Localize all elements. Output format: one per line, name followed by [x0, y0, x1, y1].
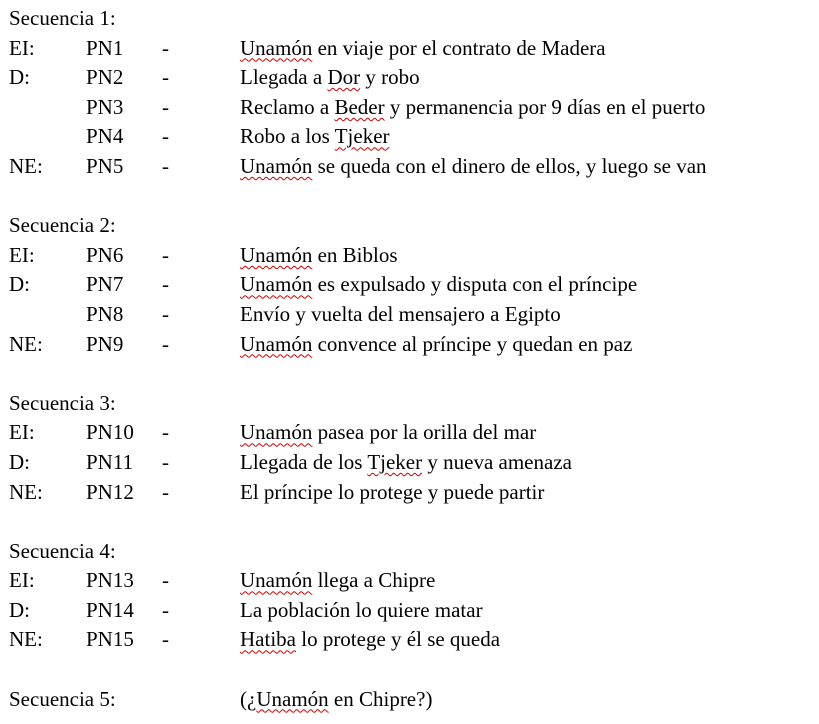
- row-description: [240, 300, 561, 330]
- row-dash: -: [162, 153, 169, 178]
- row-dash: -: [162, 124, 169, 149]
- row-description: [240, 241, 398, 271]
- sequence-row: [9, 448, 814, 478]
- sequence-row: [9, 478, 814, 508]
- text-segment: (¿: [240, 686, 257, 711]
- row-dash: -: [162, 420, 169, 445]
- sequence-title: Secuencia 3:: [9, 390, 116, 415]
- row-dash: -: [162, 627, 169, 652]
- spellcheck-word: Tjeker: [367, 449, 423, 474]
- row-dash: -: [162, 301, 169, 326]
- row-pn-code: PN11: [86, 449, 134, 474]
- spellcheck-word: Beder: [334, 94, 385, 119]
- sequence-list: [9, 4, 814, 655]
- row-role: D:: [9, 65, 30, 90]
- row-dash: -: [162, 568, 169, 593]
- row-description: [240, 330, 632, 360]
- sequence-2: [9, 211, 814, 359]
- spellcheck-word: Tjeker: [334, 124, 390, 149]
- text-segment: pasea por la orilla del mar: [312, 420, 537, 445]
- text-segment: es expulsado y disputa con el príncipe: [312, 272, 638, 297]
- sequence-row: [9, 418, 814, 448]
- text-segment: La población lo quiere matar: [240, 597, 483, 622]
- row-role: NE:: [9, 153, 43, 178]
- text-segment: Llegada a: [240, 65, 328, 90]
- sequence-row: [9, 34, 814, 64]
- spellcheck-word: Unamón: [240, 35, 313, 60]
- row-dash: -: [162, 331, 169, 356]
- row-role: D:: [9, 449, 30, 474]
- spellcheck-word: Unamón: [256, 686, 329, 711]
- text-segment: Envío y vuelta del mensajero a Egipto: [240, 301, 561, 326]
- row-pn-code: PN14: [86, 597, 134, 622]
- row-pn-code: PN1: [86, 35, 124, 60]
- row-pn-code: PN2: [86, 65, 124, 90]
- row-description: [240, 63, 420, 93]
- text-segment: y robo: [360, 65, 420, 90]
- text-segment: se queda con el dinero de ellos, y luego se van: [312, 153, 707, 178]
- text-segment: lo protege y él se queda: [295, 627, 501, 652]
- text-segment: convence al príncipe y quedan en paz: [312, 331, 633, 356]
- sequence-1: [9, 4, 814, 182]
- row-role: NE:: [9, 627, 43, 652]
- row-role: D:: [9, 272, 30, 297]
- sequence-title: Secuencia 1:: [9, 6, 116, 30]
- sequence-4: [9, 537, 814, 655]
- row-role: EI:: [9, 568, 35, 593]
- row-pn-code: PN3: [86, 94, 124, 119]
- row-dash: -: [162, 479, 169, 504]
- sequence-row: [9, 63, 814, 93]
- sequence-row: [9, 330, 814, 360]
- row-description: [240, 566, 435, 596]
- row-description: [240, 270, 637, 300]
- row-description: [240, 34, 606, 64]
- spellcheck-word: Unamón: [240, 568, 313, 593]
- text-segment: Llegada de los: [240, 449, 368, 474]
- row-dash: -: [162, 94, 169, 119]
- sequence-row: [9, 300, 814, 330]
- sequence-row: [9, 566, 814, 596]
- row-role: EI:: [9, 420, 35, 445]
- sequence-3: [9, 389, 814, 507]
- row-pn-code: PN5: [86, 153, 124, 178]
- sequence-title: Secuencia 2:: [9, 213, 116, 238]
- row-dash: -: [162, 272, 169, 297]
- sequence-5: [9, 685, 814, 715]
- row-pn-code: PN13: [86, 568, 134, 593]
- text-segment: y permanencia por 9 días en el puerto: [384, 94, 706, 119]
- row-pn-code: PN4: [86, 124, 124, 149]
- sequence-row: [9, 241, 814, 271]
- row-dash: -: [162, 449, 169, 474]
- row-description: [240, 418, 536, 448]
- row-dash: -: [162, 65, 169, 90]
- text-segment: llega a Chipre: [312, 568, 436, 593]
- spellcheck-word: Dor: [327, 65, 361, 90]
- sequence-row: [9, 152, 814, 182]
- row-dash: -: [162, 597, 169, 622]
- row-pn-code: PN10: [86, 420, 134, 445]
- text-segment: en viaje por el contrato de Madera: [312, 35, 606, 60]
- row-pn-code: PN6: [86, 242, 124, 267]
- spellcheck-word: Unamón: [240, 331, 313, 356]
- row-description: [240, 478, 544, 508]
- row-dash: -: [162, 242, 169, 267]
- row-description: [240, 448, 572, 478]
- spellcheck-word: Unamón: [240, 420, 313, 445]
- sequence-row: [9, 596, 814, 626]
- row-dash: -: [162, 35, 169, 60]
- row-description: [240, 93, 705, 123]
- row-role: D:: [9, 597, 30, 622]
- spellcheck-word: Unamón: [240, 153, 313, 178]
- row-role: NE:: [9, 331, 43, 356]
- row-role: NE:: [9, 479, 43, 504]
- row-role: EI:: [9, 242, 35, 267]
- row-description: [240, 596, 483, 626]
- document-body: [9, 4, 814, 714]
- text-segment: en Chipre?): [328, 686, 433, 711]
- row-pn-code: PN7: [86, 272, 124, 297]
- text-segment: El príncipe lo protege y puede partir: [240, 479, 545, 504]
- row-pn-code: PN8: [86, 301, 124, 326]
- sequence-5-text: [240, 685, 432, 715]
- text-segment: Reclamo a: [240, 94, 335, 119]
- row-pn-code: PN9: [86, 331, 124, 356]
- row-description: [240, 122, 390, 152]
- text-segment: Robo a los: [240, 124, 335, 149]
- row-description: [240, 625, 500, 655]
- row-role: EI:: [9, 35, 35, 60]
- spellcheck-word: Unamón: [240, 272, 313, 297]
- spellcheck-word: Unamón: [240, 242, 313, 267]
- sequence-title: Secuencia 5:: [9, 686, 116, 711]
- row-pn-code: PN12: [86, 479, 134, 504]
- text-segment: en Biblos: [312, 242, 398, 267]
- row-description: [240, 152, 707, 182]
- text-segment: y nueva amenaza: [422, 449, 572, 474]
- sequence-row: [9, 625, 814, 655]
- sequence-row: [9, 93, 814, 123]
- row-pn-code: PN15: [86, 627, 134, 652]
- sequence-title: Secuencia 4:: [9, 538, 116, 563]
- sequence-row: [9, 270, 814, 300]
- spellcheck-word: Hatiba: [240, 627, 296, 652]
- sequence-row: [9, 122, 814, 152]
